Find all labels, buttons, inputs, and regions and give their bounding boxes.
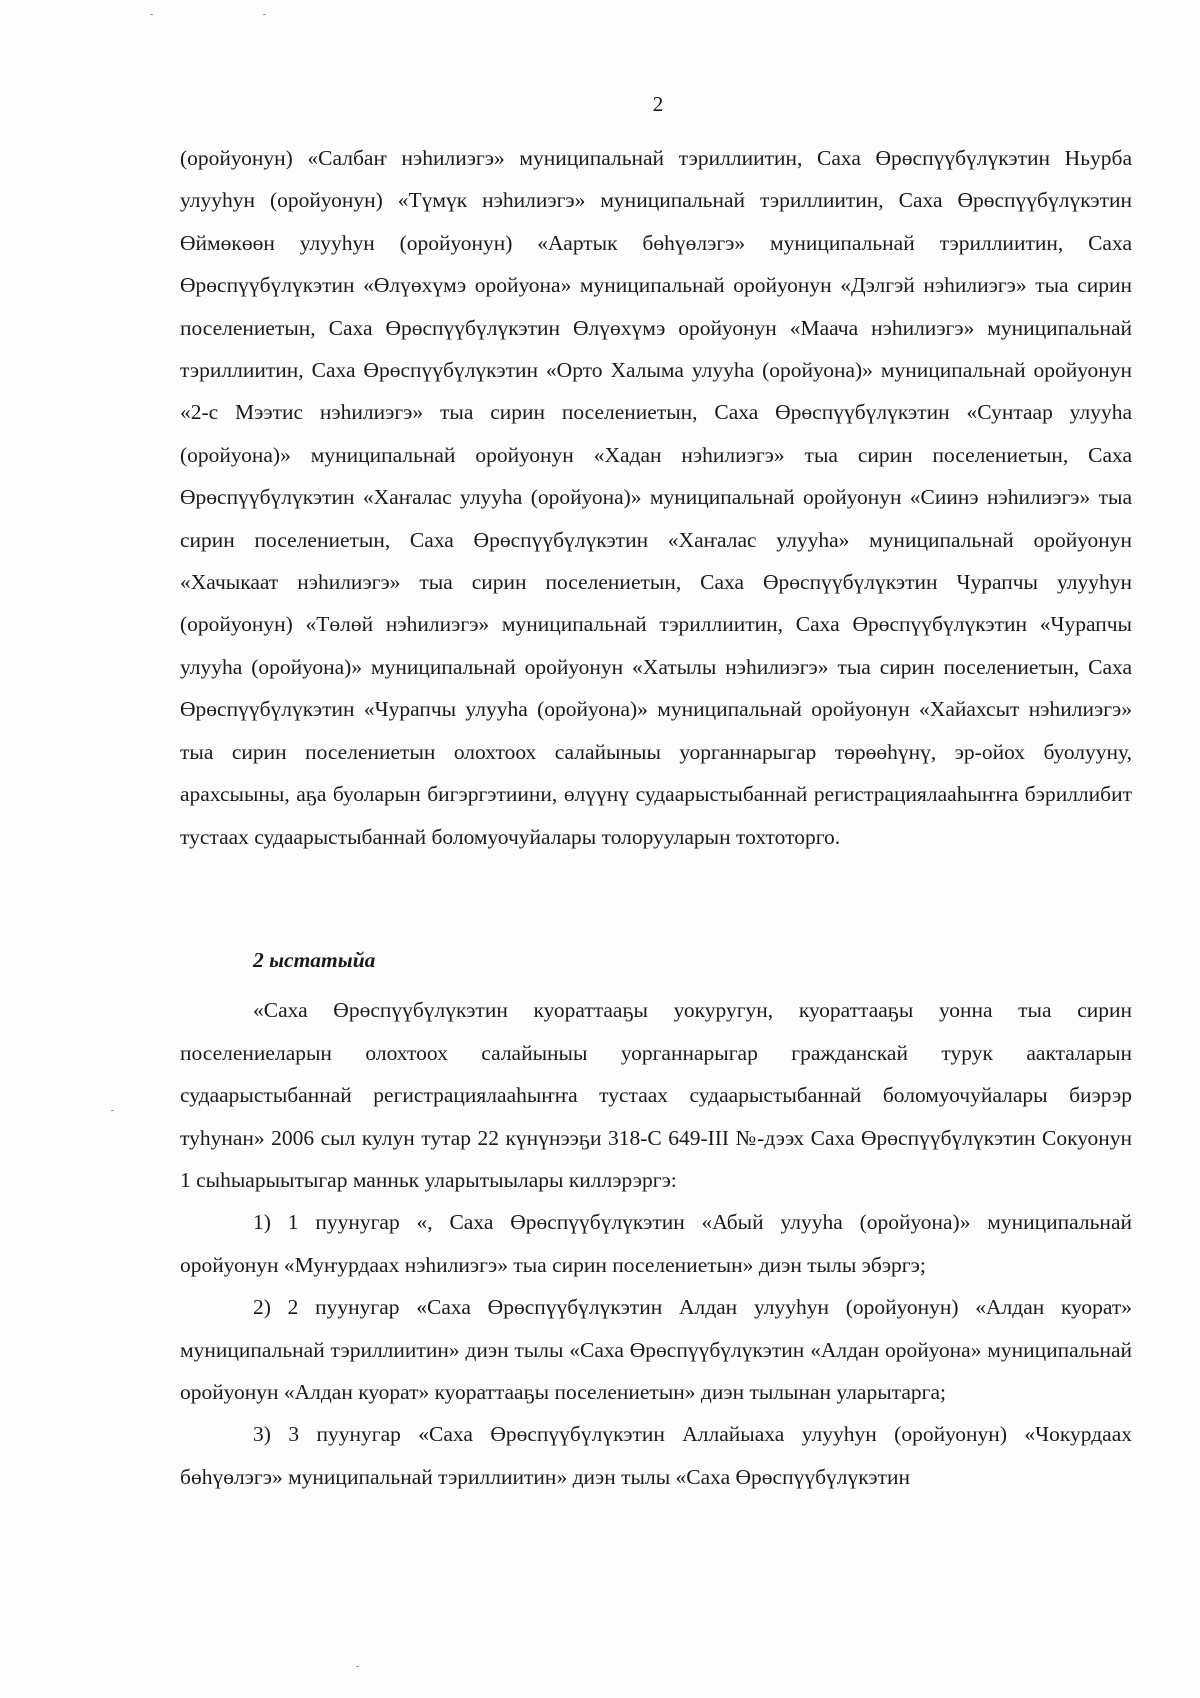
scan-speck <box>111 1110 114 1111</box>
spacer <box>180 858 1132 896</box>
scan-speck <box>356 1666 359 1667</box>
list-item-2: 2) 2 пуунугар «Саха Өрөспүүбүлүкэтин Алдан улууһун (оройуонун) «Алдан куорат» муниципальнай тэриллиитин» диэн тылы «Саха Өрөспүүбүлүкэтин «Алдан оройуона» муниципальнай оройуонун «Алдан куорат» куораттааҕы поселениетын» диэн тылынан уларытарга; <box>180 1295 1132 1404</box>
page-number: 2 <box>652 92 664 116</box>
scan-speck <box>263 14 266 15</box>
paragraph-continuation: (оройуонун) «Салбаҥ нэһилиэгэ» муниципальнай тэриллиитин, Саха Өрөспүүбүлүкэтин Ньурба улууһун (оройуонун) «Түмүк нэһилиэгэ» муниципальнай тэриллиитин, Саха Өрөспүүбүлүкэтин Өймөкөөн улууһун (оройуонун) «Аартык бөһүөлэгэ» муниципальнай тэриллиитин, Саха Өрөспүүбүлүкэтин «Өлүөхүмэ оройуона» муниципальнай оройуонун «Дэлгэй нэһилиэгэ» тыа сирин поселениетын, Саха Өрөспүүбүлүкэтин Өлүөхүмэ оройуонун «Маача нэһилиэгэ» муниципальнай тэриллиитин, Саха Өрөспүүбүлүкэтин «Орто Халыма улууһа (оройуона)» муниципальнай оройуонун «2-с Мээтис нэһилиэгэ» тыа сирин поселениетын, Саха Өрөспүүбүлүкэтин «Сунтаар улууһа (оройуона)» муниципальнай оройуонун «Хадан нэһилиэгэ» тыа сирин поселениетын, Саха Өрөспүүбүлүкэтин «Хаҥалас улууһа (оройуона)» муниципальнай оройуонун «Сиинэ нэһилиэгэ» тыа сирин поселениетын, Саха Өрөспүүбүлүкэтин «Хаҥалас улууһа» муниципальнай оройуонун «Хачыкаат нэһилиэгэ» тыа сирин поселениетын, Саха Өрөспүүбүлүкэтин Чурапчы улууһун (оройуонун) «Төлөй нэһилиэгэ» муниципальнай тэриллиитин, Саха Өрөспүүбүлүкэтин «Чурапчы улууһа (оройуона)» муниципальнай оройуонун «Хатылы нэһилиэгэ» тыа сирин поселениетын, Саха Өрөспүүбүлүкэтин «Чурапчы улууһа (оройуона)» муниципальнай оройуонун «Хайахсыт нэһилиэгэ» тыа сирин поселениетын олохтоох салайыныы уорганнарыгар төрөөһүнү, эр-ойох буолууну, арахсыыны, аҕа буоларын бигэргэтиини, өлүүнү судаарыстыбаннай регистрациялааһыҥҥа бэриллибит тустаах судаарыстыбаннай боломуочуйалары толорууларын тохтоторго. <box>180 146 1132 849</box>
article-heading: 2 ыстатыйа <box>253 947 376 972</box>
document-body <box>180 137 1132 1498</box>
scan-speck <box>150 14 153 15</box>
list-item-1: 1) 1 пуунугар «, Саха Өрөспүүбүлүкэтин «Абый улууһа (оройуона)» муниципальнай оройуонун «Муҥурдаах нэһилиэгэ» тыа сирин поселениетын» диэн тылы эбэргэ; <box>180 1210 1132 1277</box>
list-item-3: 3) 3 пуунугар «Саха Өрөспүүбүлүкэтин Аллайыаха улууһун (оройуонун) «Чокурдаах бөһүөлэгэ» муниципальнай тэриллиитин» диэн тылы «Саха Өрөспүүбүлүкэтин <box>180 1422 1132 1489</box>
article-intro-paragraph: «Саха Өрөспүүбүлүкэтин куораттааҕы уокуругун, куораттааҕы уонна тыа сирин поселениеларын олохтоох салайыныы уорганнарыгар гражданскай турук аакталарын судаарыстыбаннай регистрациялааһыҥҥа тустаах судаарыстыбаннай боломуочуйалары биэрэр туһунан» 2006 сыл кулун тутар 22 күнүнээҕи 318-С 649-III №-дээх Саха Өрөспүүбүлүкэтин Сокуонун 1 сыһыарыытыгар манньк уларытыылары киллэрэргэ: <box>180 998 1132 1192</box>
